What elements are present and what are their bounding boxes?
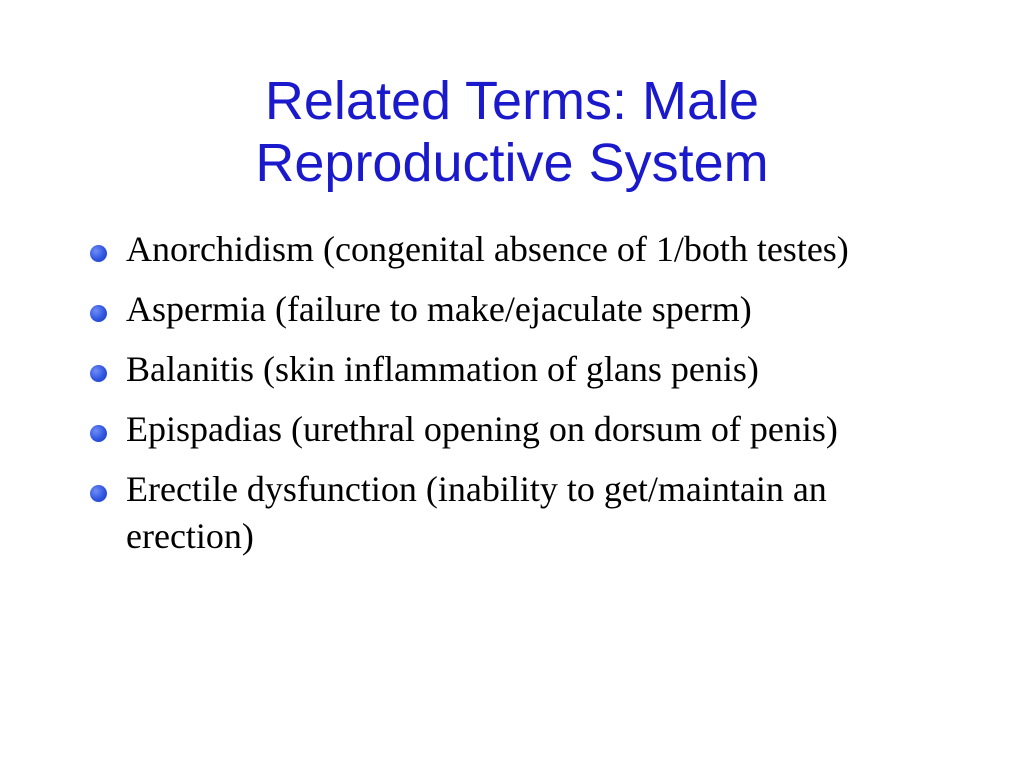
- bullet-text: Aspermia (failure to make/ejaculate sperm): [126, 289, 752, 329]
- bullet-item-aspermia: [88, 286, 958, 333]
- bullet-item-erectile-dysfunction: [88, 466, 958, 560]
- bullet-item-anorchidism: [88, 226, 958, 273]
- bullet-text: Anorchidism (congenital absence of 1/both testes): [126, 229, 849, 269]
- bullet-item-epispadias: [88, 406, 958, 453]
- slide-title: [0, 70, 1024, 194]
- bullet-list: [88, 226, 958, 573]
- bullet-text: Erectile dysfunction (inability to get/maintain an erection): [126, 469, 827, 556]
- slide-title-line-1: Related Terms: Male: [264, 71, 760, 131]
- slide-title-line-2: Reproductive System: [255, 133, 769, 193]
- bullet-text: Balanitis (skin inflammation of glans penis): [126, 349, 759, 389]
- bullet-item-balanitis: [88, 346, 958, 393]
- bullet-icon: [90, 485, 107, 502]
- bullet-icon: [90, 245, 107, 262]
- bullet-icon: [90, 305, 107, 322]
- bullet-icon: [90, 425, 107, 442]
- bullet-icon: [90, 365, 107, 382]
- bullet-text: Epispadias (urethral opening on dorsum of penis): [126, 409, 838, 449]
